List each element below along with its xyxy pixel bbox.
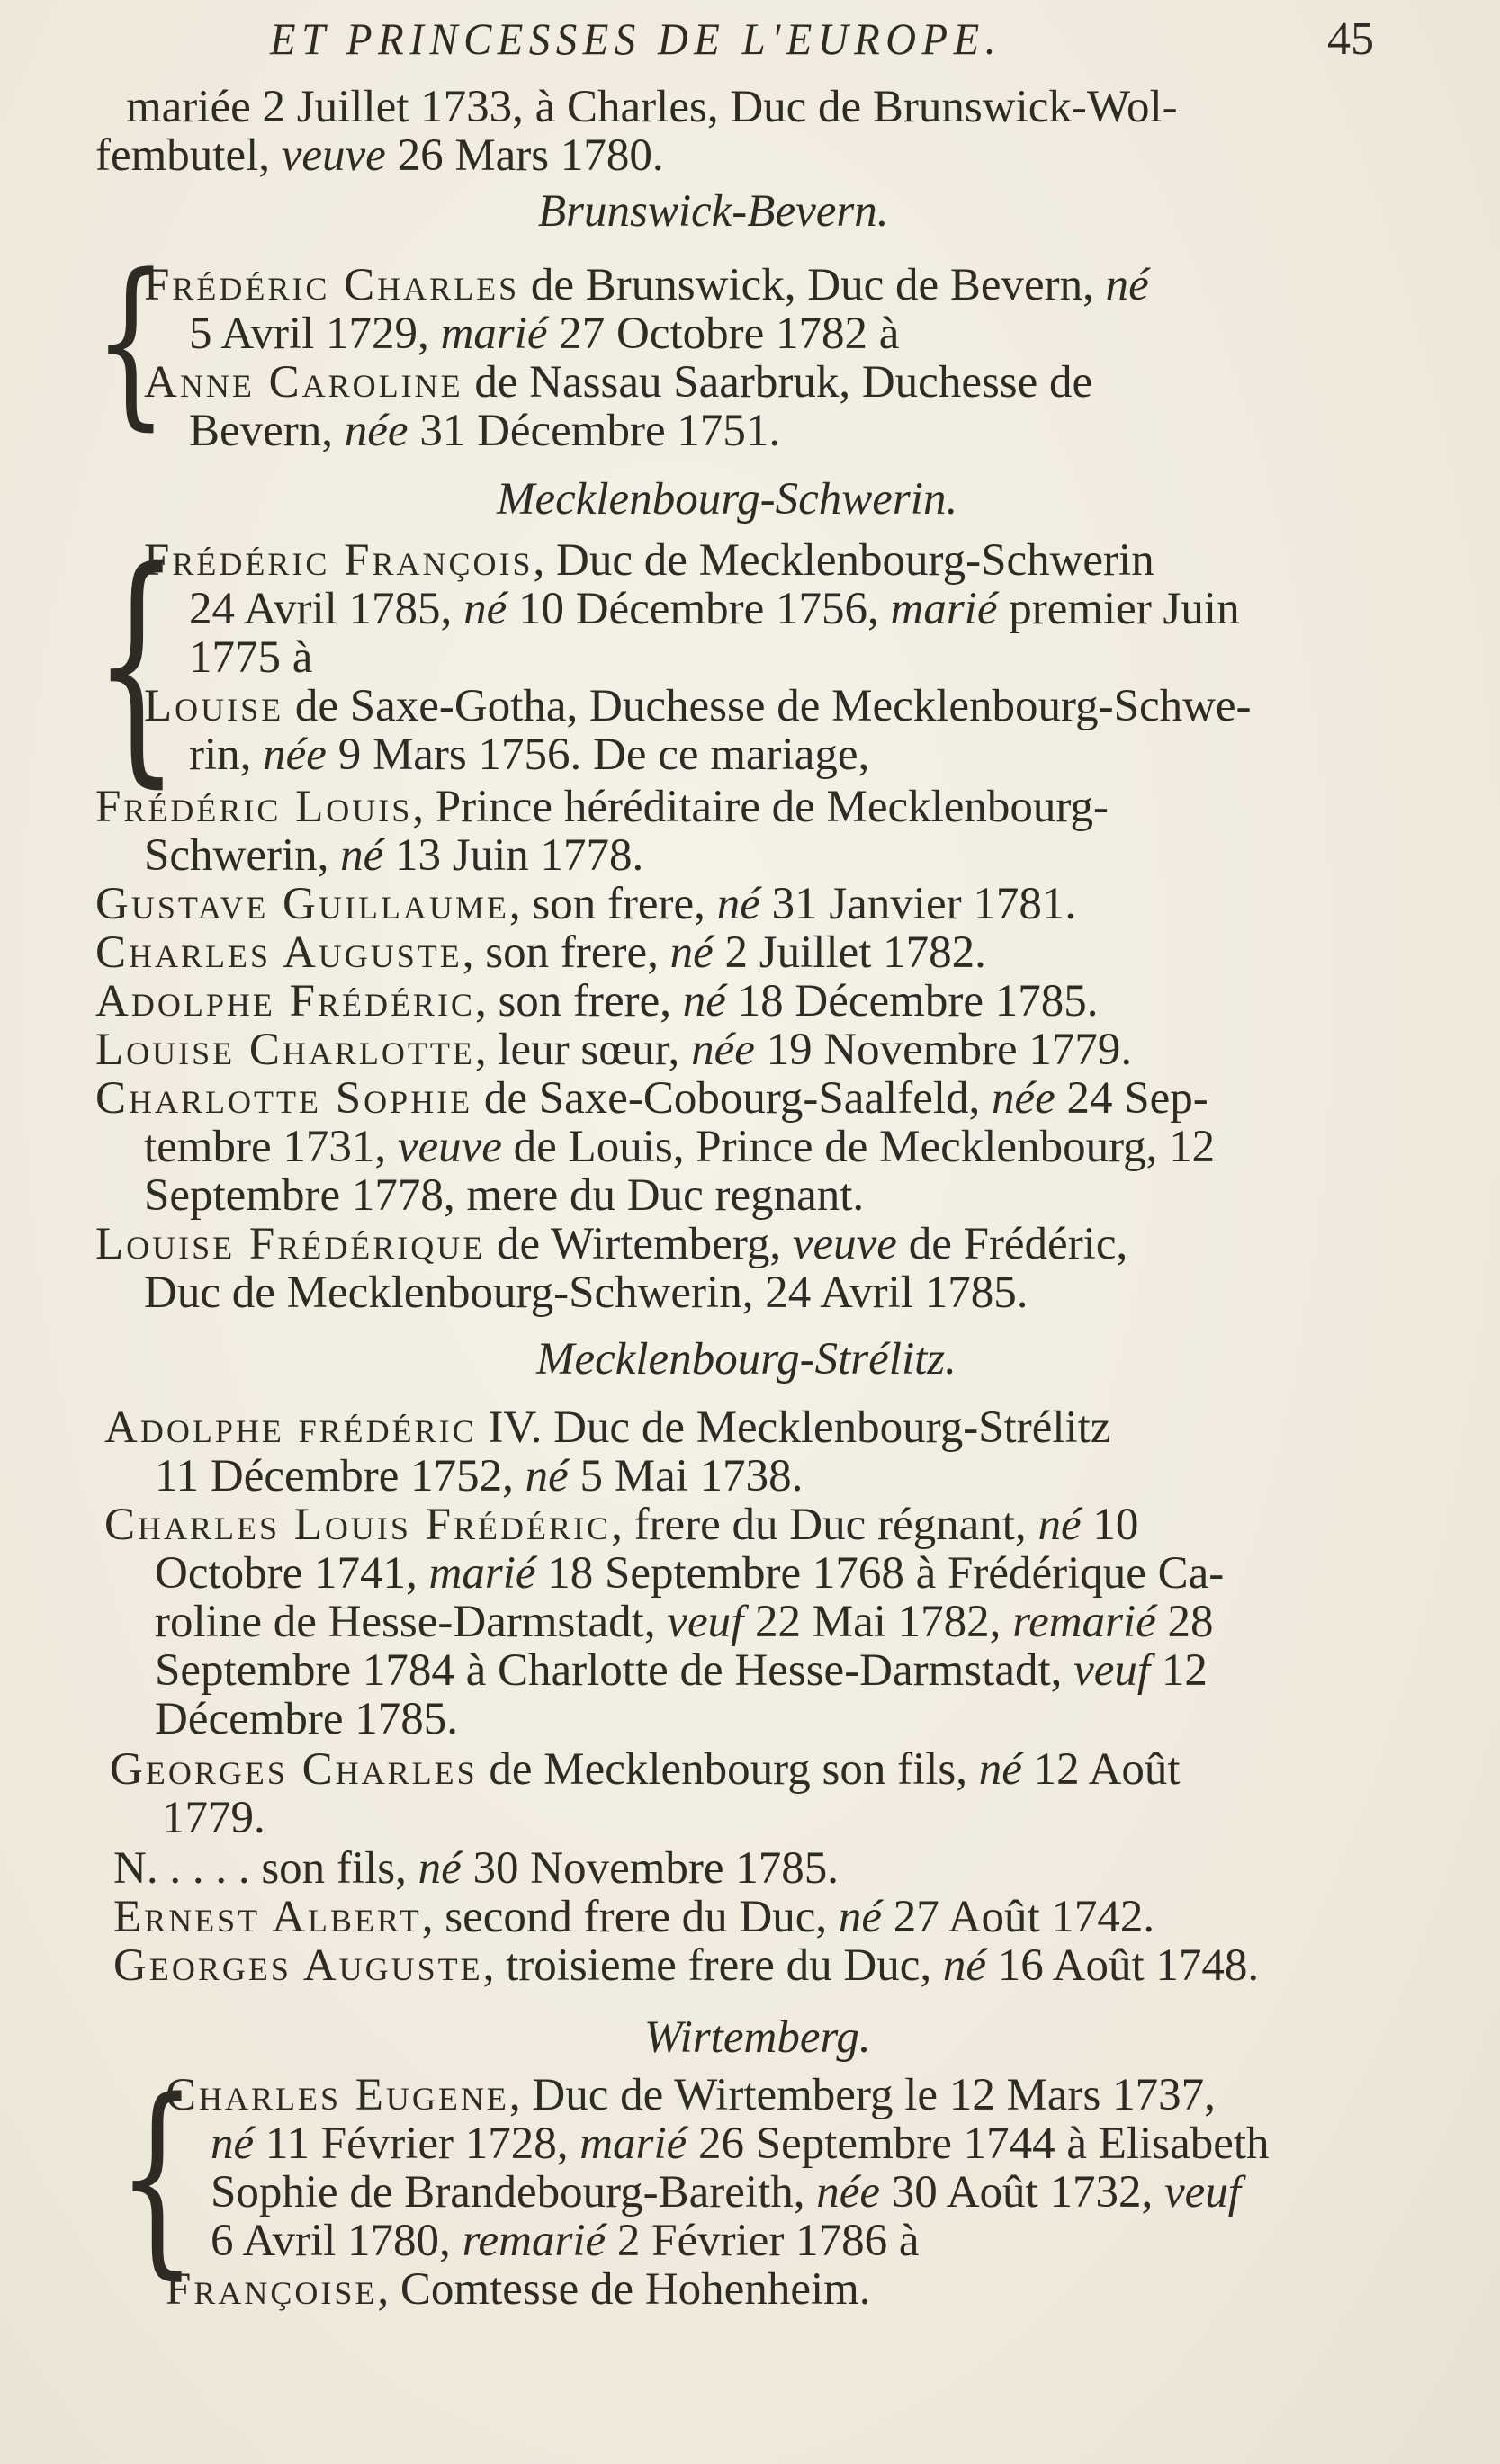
person-name: Gustave Guillaume	[95, 879, 509, 929]
line-text: , Duc de Mecklenbourg-Schwerin	[533, 535, 1154, 586]
italic-text: marié	[440, 309, 548, 359]
line-text: 2 Février 1786 à	[606, 2216, 920, 2266]
text-line	[211, 2217, 920, 2265]
line-text: 28	[1155, 1597, 1214, 1647]
italic-text: née	[816, 2167, 881, 2218]
text-line	[113, 1844, 839, 1893]
line-text: 10	[1081, 1500, 1139, 1550]
text-line	[95, 1026, 1132, 1074]
italic-text: né	[682, 976, 726, 1026]
italic-text: né	[418, 1843, 462, 1894]
person-name: Charles Louis Frédéric	[104, 1500, 612, 1550]
line-text: 1775 à	[189, 632, 313, 683]
running-title: ET PRINCESSES DE L'EUROPE.	[270, 13, 1001, 64]
italic-text: veuf	[1073, 1645, 1151, 1696]
text-line	[166, 2071, 1216, 2119]
line-text: , frere du Duc régnant,	[611, 1500, 1038, 1550]
line-text: Octobre 1741,	[155, 1548, 429, 1599]
heading-text: Brunswick-Bevern.	[538, 186, 889, 237]
text-line	[162, 1794, 265, 1842]
italic-text: né	[211, 2119, 255, 2169]
text-line	[155, 1598, 1214, 1646]
person-name: Georges Charles	[110, 1744, 478, 1795]
line-text: 5 Mai 1738.	[568, 1451, 804, 1501]
line-text: rin,	[189, 730, 264, 780]
line-text: 27 Octobre 1782 à	[547, 309, 900, 359]
italic-text: née	[344, 406, 409, 456]
text-line	[211, 2119, 1270, 2168]
page-number: 45	[1327, 13, 1374, 65]
line-text: premier Juin	[997, 584, 1240, 634]
text-line	[95, 1074, 1208, 1123]
line-text: N. . . . . son fils,	[113, 1843, 418, 1894]
line-text: de Saxe-Cobourg-Saalfeld,	[472, 1073, 993, 1124]
text-line	[155, 1452, 803, 1501]
italic-text: né	[1037, 1500, 1082, 1550]
text-line	[189, 633, 312, 682]
line-text: Septembre 1778, mere du Duc regnant.	[144, 1170, 865, 1221]
text-line	[166, 2265, 871, 2314]
line-text: de Brunswick, Duc de Bevern,	[519, 260, 1106, 310]
person-name: Frédéric François	[144, 535, 534, 586]
line-text: Sophie de Brandebourg-Bareith,	[211, 2167, 817, 2218]
italic-text: remarié	[1012, 1597, 1156, 1647]
italic-text: veuve	[281, 130, 386, 181]
text-line	[110, 1745, 1181, 1794]
text-line	[144, 261, 1149, 309]
italic-text: né	[340, 830, 384, 881]
running-head	[270, 13, 1313, 81]
line-text: 10 Décembre 1756,	[507, 584, 891, 634]
text-line	[155, 1549, 1224, 1598]
italic-text: né	[716, 879, 760, 929]
section-heading	[538, 187, 888, 236]
line-text: 12	[1150, 1645, 1208, 1696]
person-name: Françoise	[166, 2264, 378, 2315]
text-line	[95, 1220, 1127, 1268]
line-text: 24 Sep-	[1055, 1073, 1208, 1124]
line-text: de Nassau Saarbruk, Duchesse de	[463, 357, 1093, 408]
line-text: 12 Août	[1021, 1744, 1181, 1795]
text-line	[144, 536, 1154, 585]
text-line	[144, 682, 1252, 730]
line-text: de Frédéric,	[896, 1219, 1128, 1269]
person-name: Louise Charlotte	[95, 1025, 475, 1075]
line-text: , son frere,	[508, 879, 717, 929]
italic-text: né	[838, 1892, 882, 1942]
line-text: de Mecklenbourg son fils,	[477, 1744, 979, 1795]
person-name: Adolphe frédéric	[104, 1402, 477, 1453]
line-text: , Comtesse de Hohenheim.	[377, 2264, 871, 2315]
person-name: Anne Caroline	[144, 357, 463, 408]
italic-text: marié	[579, 2119, 687, 2169]
line-text: 1779.	[162, 1793, 265, 1843]
person-name: Frédéric Charles	[144, 260, 520, 310]
italic-text: né	[463, 584, 507, 634]
brace-icon: {	[94, 234, 168, 447]
line-text: , troisieme frere du Duc,	[482, 1940, 943, 1991]
heading-text: Wirtemberg.	[644, 2012, 871, 2063]
text-line	[155, 1695, 458, 1743]
italic-text: né	[942, 1940, 986, 1991]
person-name: Louise	[144, 681, 284, 731]
text-line	[211, 2168, 1241, 2217]
line-text: Schwerin,	[144, 830, 341, 881]
line-text: 27 Août 1742.	[881, 1892, 1155, 1942]
line-text: 6 Avril 1780,	[211, 2216, 463, 2266]
section-heading	[536, 1335, 957, 1384]
italic-text: veuf	[667, 1597, 744, 1647]
italic-text: né	[525, 1451, 569, 1501]
line-text: roline de Hesse-Darmstadt,	[155, 1597, 668, 1647]
text-line	[95, 977, 1098, 1026]
line-text: , leur sœur,	[474, 1025, 692, 1075]
line-text: Décembre 1785.	[155, 1694, 459, 1744]
italic-text: né	[978, 1744, 1022, 1795]
heading-text: Mecklenbourg-Strélitz.	[536, 1334, 957, 1384]
line-text: de Louis, Prince de Mecklenbourg, 12	[501, 1122, 1216, 1172]
text-line	[144, 1171, 864, 1220]
italic-text: née	[263, 730, 327, 780]
line-text: mariée 2 Juillet 1733, à Charles, Duc de Brunswick-Wol-	[126, 82, 1178, 132]
brace-icon: {	[94, 519, 180, 810]
heading-text: Mecklenbourg-Schwerin.	[497, 474, 958, 524]
italic-text: marié	[890, 584, 998, 634]
line-text: 31 Janvier 1781.	[759, 879, 1077, 929]
line-text: fembutel,	[95, 130, 282, 181]
italic-text: veuve	[792, 1219, 897, 1269]
line-text: 13 Juin 1778.	[383, 830, 644, 881]
line-text: 16 Août 1748.	[985, 1940, 1260, 1991]
line-text: 22 Mai 1782,	[743, 1597, 1013, 1647]
text-line	[189, 309, 899, 358]
line-text: , son frere,	[462, 927, 670, 978]
person-name: Charles Auguste	[95, 927, 463, 978]
line-text: 11 Février 1728,	[254, 2119, 580, 2169]
line-text: , son frere,	[474, 976, 683, 1026]
line-text: , Duc de Wirtemberg le 12 Mars 1737,	[508, 2070, 1216, 2120]
line-text: , Prince héréditaire de Mecklenbourg-	[412, 782, 1109, 832]
text-line	[104, 1403, 1110, 1452]
italic-text: veuf	[1163, 2167, 1241, 2218]
text-line	[126, 83, 1178, 131]
line-text: 5 Avril 1729,	[189, 309, 441, 359]
italic-text: né	[1105, 260, 1149, 310]
person-name: Adolphe Frédéric	[95, 976, 475, 1026]
line-text: tembre 1731,	[144, 1122, 398, 1172]
line-text: 31 Décembre 1751.	[408, 406, 781, 456]
person-name: Charlotte Sophie	[95, 1073, 473, 1124]
line-text: , second frere du Duc,	[421, 1892, 839, 1942]
line-text: 30 Août 1732,	[880, 2167, 1164, 2218]
text-line	[95, 880, 1076, 928]
text-line	[189, 407, 780, 455]
line-text: Bevern,	[189, 406, 345, 456]
text-line	[113, 1893, 1154, 1941]
italic-text: remarié	[462, 2216, 606, 2266]
text-line	[144, 831, 643, 880]
line-text: 9 Mars 1756. De ce mariage,	[326, 730, 870, 780]
text-line	[144, 1123, 1215, 1171]
italic-text: née	[992, 1073, 1055, 1124]
line-text: 18 Décembre 1785.	[725, 976, 1099, 1026]
person-name: Frédéric Louis	[95, 782, 413, 832]
text-line	[144, 1268, 1028, 1317]
person-name: Louise Frédérique	[95, 1219, 486, 1269]
line-text: 19 Novembre 1779.	[754, 1025, 1133, 1075]
italic-text: née	[691, 1025, 755, 1075]
line-text: 26 Septembre 1744 à Elisabeth	[687, 2119, 1270, 2169]
line-text: 2 Juillet 1782.	[713, 927, 986, 978]
line-text: 24 Avril 1785,	[189, 584, 464, 634]
line-text: 30 Novembre 1785.	[461, 1843, 840, 1894]
text-line	[95, 783, 1109, 831]
italic-text: né	[669, 927, 714, 978]
person-name: Georges Auguste	[113, 1940, 483, 1991]
text-line	[189, 585, 1240, 633]
line-text: 18 Septembre 1768 à Frédérique Ca-	[535, 1548, 1225, 1599]
person-name: Charles Eugene	[166, 2070, 509, 2120]
text-line	[155, 1646, 1208, 1695]
line-text: Septembre 1784 à Charlotte de Hesse-Darmstadt,	[155, 1645, 1074, 1696]
line-text: de Saxe-Gotha, Duchesse de Mecklenbourg-Schwe-	[283, 681, 1252, 731]
line-text: Duc de Mecklenbourg-Schwerin, 24 Avril 1785.	[144, 1268, 1028, 1318]
italic-text: marié	[428, 1548, 536, 1599]
line-text: 11 Décembre 1752,	[155, 1451, 525, 1501]
line-text: de Wirtemberg,	[485, 1219, 793, 1269]
text-line	[104, 1501, 1138, 1549]
line-text: 26 Mars 1780.	[385, 130, 664, 181]
section-heading	[497, 475, 957, 524]
italic-text: veuve	[397, 1122, 502, 1172]
brace-icon: {	[117, 2056, 198, 2299]
text-line	[113, 1941, 1259, 1990]
section-heading	[644, 2013, 871, 2062]
person-name: Ernest Albert	[113, 1892, 422, 1942]
text-line	[95, 131, 664, 180]
line-text: IV. Duc de Mecklenbourg-Strélitz	[476, 1402, 1111, 1453]
text-line	[144, 358, 1092, 407]
text-line	[95, 928, 986, 977]
text-line	[189, 730, 869, 779]
